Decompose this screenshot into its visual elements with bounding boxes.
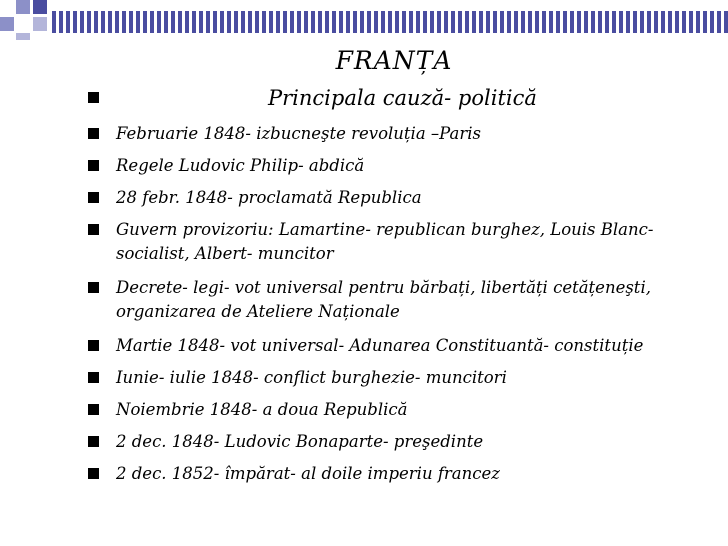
- list-item-text: Iunie- iulie 1848- conflict burghezie- muncitori: [116, 368, 507, 387]
- slide-title: FRANȚA: [335, 46, 453, 75]
- header-square: [0, 17, 14, 31]
- list-item-text: Martie 1848- vot universal- Adunarea Constituantă- constituție: [116, 336, 644, 355]
- list-item: [88, 154, 708, 178]
- list-item-text: Noiembrie 1848- a doua Republică: [116, 400, 408, 419]
- list-item-text: 2 dec. 1848- Ludovic Bonaparte- preşedinte: [116, 432, 484, 451]
- list-item: [88, 366, 708, 390]
- square-bullet-icon: [88, 404, 99, 415]
- square-bullet-icon: [88, 282, 99, 293]
- list-item: [88, 218, 708, 266]
- square-bullet-icon: [88, 92, 99, 103]
- header-stripes: [52, 11, 728, 33]
- list-item: [88, 84, 708, 112]
- list-item: [88, 186, 708, 210]
- list-item-text: 2 dec. 1852- împărat- al doile imperiu francez: [116, 464, 500, 483]
- list-item: [88, 462, 708, 486]
- square-bullet-icon: [88, 128, 99, 139]
- list-item: [88, 334, 708, 358]
- list-item-text: Februarie 1848- izbucneşte revoluția –Paris: [116, 124, 481, 143]
- header-square: [16, 17, 30, 31]
- bullet-list: [88, 84, 708, 486]
- header-square: [16, 33, 30, 40]
- list-item: [88, 122, 708, 146]
- header-square: [16, 0, 30, 14]
- header-square: [33, 17, 47, 31]
- square-bullet-icon: [88, 372, 99, 383]
- square-bullet-icon: [88, 468, 99, 479]
- header-square: [33, 0, 47, 14]
- list-item: [88, 276, 708, 324]
- list-item-text: 28 febr. 1848- proclamată Republica: [116, 188, 422, 207]
- square-bullet-icon: [88, 340, 99, 351]
- square-bullet-icon: [88, 224, 99, 235]
- square-bullet-icon: [88, 192, 99, 203]
- list-item: [88, 430, 708, 454]
- square-bullet-icon: [88, 436, 99, 447]
- list-item-text: Principala cauză- politică: [268, 86, 537, 110]
- list-item-text: Regele Ludovic Philip- abdică: [116, 156, 365, 175]
- list-item: [88, 398, 708, 422]
- decorative-header: [0, 0, 728, 40]
- list-item-text: Guvern provizoriu: Lamartine- republican burghez, Louis Blanc- socialist, Albert- muncitor: [116, 220, 654, 263]
- square-bullet-icon: [88, 160, 99, 171]
- list-item-text: Decrete- legi- vot universal pentru bărbați, libertăți cetățeneşti, organizarea de Ateliere Naționale: [116, 278, 651, 321]
